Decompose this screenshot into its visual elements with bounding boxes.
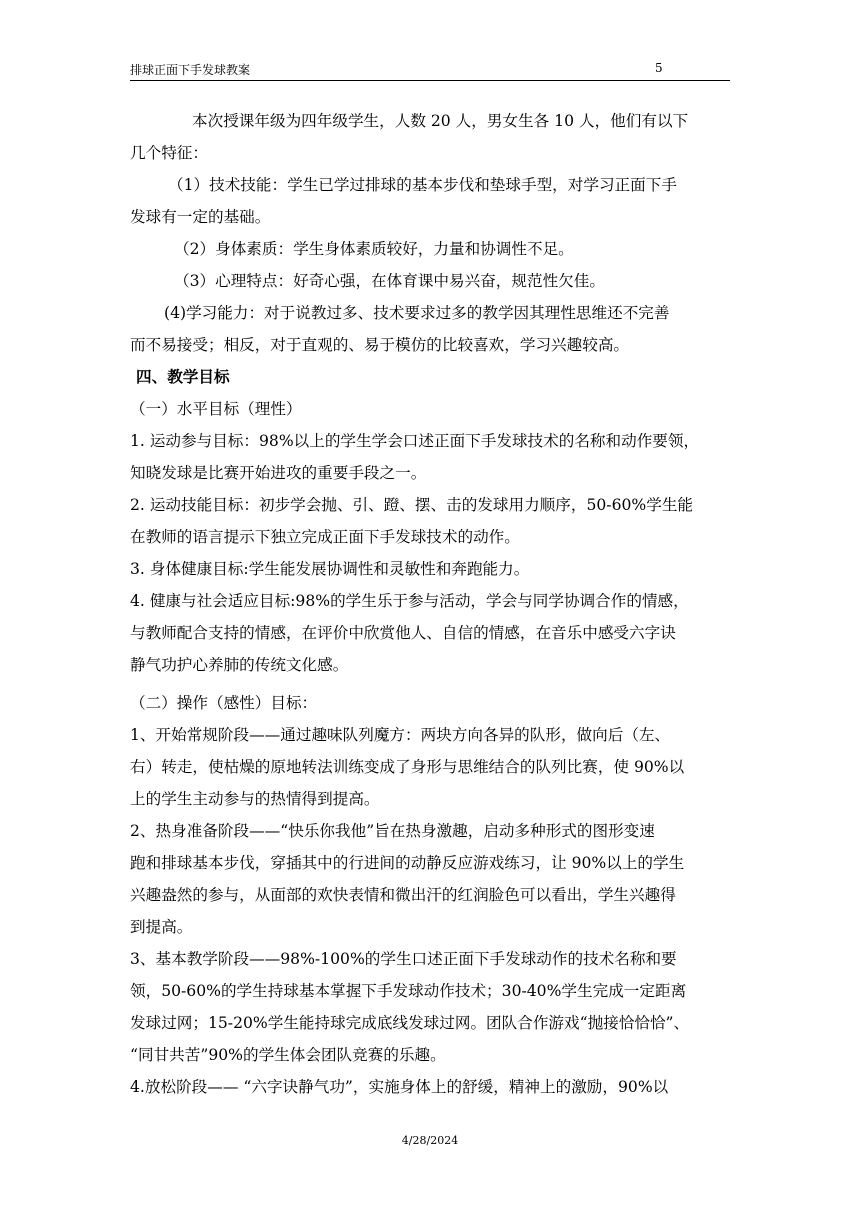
text-line: 本次授课年级为四年级学生，人数 20 人，男女生各 10 人，他们有以下 [192, 112, 689, 130]
text-line: （3）心理特点：好奇心强，在体育课中易兴奋，规范性欠佳。 [174, 272, 605, 290]
text-line: 发球有一定的基础。 [130, 208, 271, 226]
text-line: (4)学习能力：对于说教过多、技术要求过多的教学因其理性思维还不完善 [164, 304, 670, 322]
text-line: 兴趣盎然的参与，从面部的欢快表情和微出汗的红润脸色可以看出，学生兴趣得 [130, 886, 676, 904]
text-line: 4. 健康与社会适应目标:98%的学生乐于参与活动，学会与同学协调合作的情感， [130, 592, 689, 610]
text-line: （2）身体素质：学生身体素质较好，力量和协调性不足。 [174, 240, 574, 258]
text-line: 3. 身体健康目标:学生能发展协调性和灵敏性和奔跑能力。 [130, 560, 530, 578]
text-line: 1. 运动参与目标：98%以上的学生学会口述正面下手发球技术的名称和动作要领， [130, 432, 700, 450]
text-line: 到提高。 [130, 918, 193, 936]
text-line: （一）水平目标（理性） [130, 400, 302, 418]
header-divider [130, 80, 730, 81]
header-page-number: 5 [655, 61, 663, 75]
text-line: 知晓发球是比赛开始进攻的重要手段之一。 [130, 464, 427, 482]
text-line: 2、热身准备阶段——“快乐你我他”旨在热身激趣，启动多种形式的图形变速 [130, 822, 655, 840]
text-line: 2. 运动技能目标：初步学会抛、引、蹬、摆、击的发球用力顺序，50-60%学生能 [130, 496, 694, 514]
text-line: 在教师的语言提示下独立完成正面下手发球技术的动作。 [130, 528, 520, 546]
text-line: 4.放松阶段—— “六字诀静气功”，实施身体上的舒缓，精神上的激励，90%以 [130, 1078, 669, 1096]
text-line: 3、基本教学阶段——98%-100%的学生口述正面下手发球动作的技术名称和要 [130, 950, 677, 968]
text-line: 上的学生主动参与的热情得到提高。 [130, 790, 380, 808]
section-heading: 四、教学目标 [136, 367, 230, 386]
text-line: 静气功护心养肺的传统文化感。 [130, 656, 349, 674]
document-body [130, 105, 730, 1103]
text-line: （1）技术技能：学生已学过排球的基本步伐和垫球手型，对学习正面下手 [168, 176, 677, 194]
text-line: 几个特征： [130, 144, 208, 162]
text-line: 而不易接受；相反，对于直观的、易于模仿的比较喜欢，学习兴趣较高。 [130, 336, 630, 354]
text-line: 与教师配合支持的情感，在评价中欣赏他人、自信的情感，在音乐中感受六字诀 [130, 624, 676, 642]
footer-date: 4/28/2024 [401, 1134, 459, 1147]
text-line: 1、开始常规阶段——通过趣味队列魔方：两块方向各异的队形，做向后（左、 [130, 726, 671, 744]
text-line: （二）操作（感性）目标： [130, 694, 318, 712]
page-header [130, 61, 730, 81]
text-line: 领，50-60%的学生持球基本掌握下手发球动作技术；30-40%学生完成一定距离 [130, 982, 687, 1000]
text-line: 跑和排球基本步伐，穿插其中的行进间的动静反应游戏练习，让 90%以上的学生 [130, 854, 685, 872]
text-line: 发球过网；15-20%学生能持球完成底线发球过网。团队合作游戏“抛接恰恰恰”、 [130, 1014, 690, 1032]
text-line: “同甘共苦”90%的学生体会团队竞赛的乐趣。 [130, 1046, 446, 1064]
text-line: 右）转走，使枯燥的原地转法训练变成了身形与思维结合的队列比赛，使 90%以 [130, 758, 685, 776]
header-title: 排球正面下手发球教案 [130, 63, 251, 77]
